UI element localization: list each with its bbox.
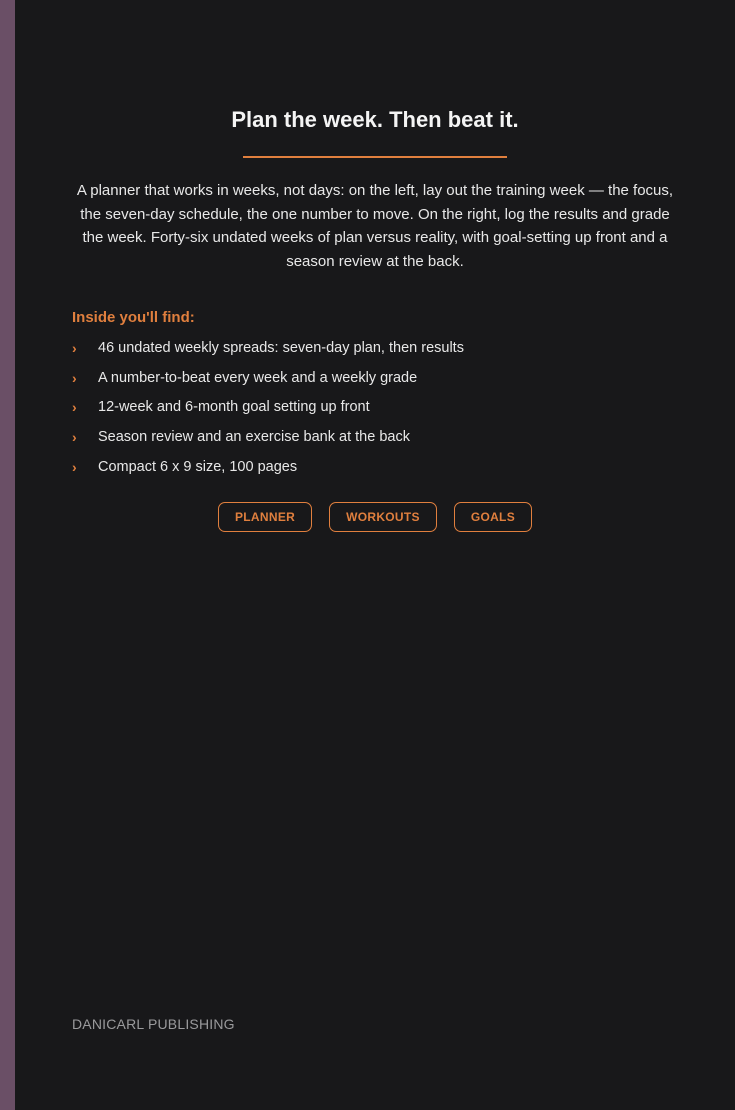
list-item: [72, 338, 678, 368]
title-divider: [243, 156, 507, 158]
list-item: [72, 397, 678, 427]
chevron-right-icon: ›: [72, 369, 77, 386]
planner-tag-button[interactable]: PLANNER: [218, 502, 312, 532]
chevron-right-icon: ›: [72, 399, 77, 416]
feature-text: Season review and an exercise bank at the back: [98, 429, 410, 446]
description-text: A planner that works in weeks, not days: on the left, lay out the training week — the focus, the seven-day schedule, the one number to move. On the right, log the results and grade the week. Forty-six undated weeks of plan versus reality, with goal-setting up front and a season review at the back.: [76, 182, 674, 270]
feature-text: 12-week and 6-month goal setting up front: [98, 399, 370, 416]
chevron-right-icon: ›: [72, 429, 77, 446]
inside-heading: Inside you'll find:: [72, 309, 195, 326]
list-item: [72, 427, 678, 457]
list-item: [72, 457, 678, 487]
feature-text: Compact 6 x 9 size, 100 pages: [98, 458, 298, 475]
chevron-right-icon: ›: [72, 458, 77, 475]
goals-tag-button[interactable]: GOALS: [454, 502, 532, 532]
chevron-right-icon: ›: [72, 340, 77, 356]
feature-list: [72, 338, 678, 486]
tag-button-group: [72, 502, 678, 532]
feature-text: 46 undated weekly spreads: seven-day plan, then results: [98, 340, 464, 356]
spine-stripe: [0, 0, 15, 1110]
workouts-tag-button[interactable]: WORKOUTS: [329, 502, 437, 532]
page-title: Plan the week. Then beat it.: [231, 107, 519, 132]
list-item: [72, 368, 678, 398]
publisher-name: DANICARL PUBLISHING: [72, 1016, 235, 1032]
feature-text: A number-to-beat every week and a weekly grade: [98, 369, 418, 386]
